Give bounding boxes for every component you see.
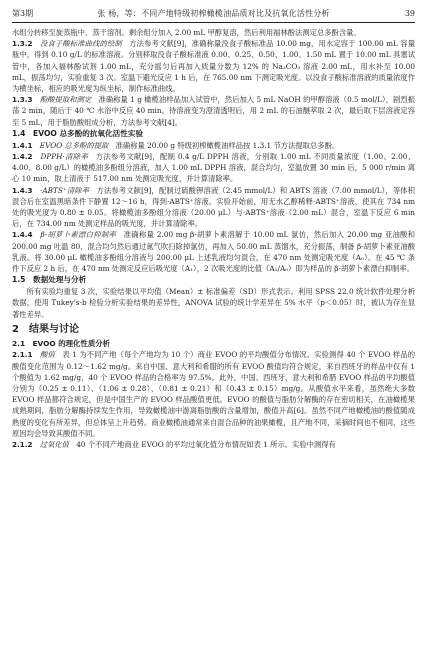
section-heading: 2.1 EVOO 的理化性质分析 bbox=[12, 338, 110, 348]
page-number: 39 bbox=[404, 9, 415, 18]
paragraph: 1.3.3 酚酸提取和测定 准确称量 1 g 橄榄油样品加入试管中，然后加入 5 mL NaOH 的甲醇溶液（0.5 mol/L），剧烈振荡 2 min，随后于 40 ℃ 水浴中反应 40 min。待溶液变为澄清透明后，用 2 mL 的石油醚萃取 2 次，最后取下层溶液定容至 5 mL，用于脂肪酸组成分析，方法参考文献[4]。 bbox=[12, 95, 416, 127]
paragraph: 1.4.2 DPPH·清除率 方法参考文献[9]，配制 0.4 g/L DPPH 溶液，分别取 1.00 mL 不同质量浓度（1.00、2.00、4.00、8.00 g/L）的橄榄油多酚组分溶液，加入 1.00 mL DPPH 溶液，混合均匀，室温放置 30 min 后，5 000 r/min 离心 10 min，取上清液于 517.00 nm 处测定吸光度，并计算清除率。 bbox=[12, 152, 416, 184]
major-section-heading: 2 结果与讨论 bbox=[12, 323, 79, 335]
issue-number: 第3期 bbox=[12, 9, 34, 18]
section-heading: 1.5 数据处理与分析 bbox=[12, 275, 87, 285]
paragraph: 1.3.2 没食子酸标准曲线的绘制 方法参考文献[9]，准确称量没食子酸标准品 10.00 mg，用水定容于 100.00 mL 容量瓶中，得到 0.10 g/L 的标准溶液。分别移取没食子酸标准液 0.00、0.25、0.50、1.00、1.50 mL 置于 10.00 mL 具塞试管中，各加入福林酚试剂 1.00 mL，充分摇匀后再加入质量分数为 12% 的 Na₂CO₃ 溶液 2.00 mL，用水补至 10.00 mL，振荡均匀，实验重复 3 次。室温下避光反应 1 h 后，在 765.00 nm 下测定吸光度。以没食子酸标准溶液的质量浓度作为横坐标，相应的吸光度为纵坐标，制作标准曲线。 bbox=[12, 39, 416, 94]
paragraph: 所有实验均重复 3 次，实验结果以平均值（Mean）± 标准偏差（SD）形式表示。利用 SPSS 22.0 统计软件处理分析数据，使用 Tukey's-b 检验分析实验结果的差异性，ANOVA 试验的统计学差异在 5% 水平（p＜0.05）时，被认为存在显著性差异。 bbox=[12, 287, 415, 319]
paragraph: 水组分转移至旋蒸瓶中，蒸干溶剂。剩余组分加入 2.00 mL 甲醇复溶，然后利用福林酚法测定总多酚含量。 bbox=[12, 28, 361, 37]
body-text bbox=[12, 27, 415, 450]
paragraph: 2.1.2 过氧化值 40 个不同产地商业 EVOO 的平均过氧化值分布情况如表 1 所示。实验中测得有 bbox=[12, 440, 336, 449]
section-heading: 1.4 EVOO 总多酚的抗氧化活性实验 bbox=[12, 128, 144, 138]
running-title: 张 杨，等：不同产地特级初榨橄榄油品质对比及抗氧化活性分析 bbox=[97, 9, 330, 18]
paragraph: 1.4.4 β-胡萝卜素漂白抑制率 准确称量 2.00 mg β-胡萝卜素溶解于 10.00 mL 氯仿，然后加入 20.00 mg 亚油酸和 200.00 mg 吐温 80，混合均匀然后通过氮气吹扫除掉氯仿，再加入 50.00 mL 蒸馏水，充分振荡，制备 β-胡萝卜素亚油酸乳液。将 30.00 μL 橄榄油多酚组分溶液与 200.00 μL 上述乳液均匀混合，在 470 nm 处测定吸光度（A₀）。在 45 ℃ 条件下反应 2 h 后，在 470 nm 处测定反应后吸光度（A₁），2 次吸光度的比值（A₁/A₀）即为样品的 β-胡萝卜素漂白抑制率。 bbox=[12, 230, 416, 274]
running-header bbox=[12, 8, 415, 23]
paragraph: 1.4.1 EVOO 总多酚的提取 准确称量 20.00 g 特级初榨橄榄油样品按 1.3.1 节方法提取总多酚。 bbox=[12, 140, 340, 150]
paragraph: 1.4.3 ·ABTS⁺清除率 方法参考文献[9]，配制过硫酸钾溶液（2.45 mmol/L）和 ABTS 溶液（7.00 mmol/L），等体积混合后在室温黑暗条件下静置 12～16 h，得到·ABTS⁺溶液。实验开始前，用无水乙醇稀释·ABTS⁺溶液，使其在 734 nm 处的吸光度为 0.80 ± 0.05。将橄榄油多酚组分溶液（20.00 μL）与·ABTS⁺溶液（2.00 mL）混合，室温下反应 6 min 后，在 734.00 nm 处测定样品的吸光度，并计算清除率。 bbox=[12, 185, 416, 229]
paragraph: 2.1.1 酸值 表 1 为不同产地（每个产地均为 10 个）商业 EVOO 的平均酸值分布情况。实验测得 40 个 EVOO 样品的酸值变化范围为 0.12～1.62 mg/g。来自中国、意大利和希腊的所有 EVOO 酸值均符合规定，来自西班牙的样品中仅有 1 个酸值为 1.62 mg/g，40 个 EVOO 样品的合格率为 97.5%。此外，中国、西班牙、意大利和希腊 EVOO 样品的平均酸值分别为（0.25 ± 0.11）、（1.06 ± 0.28）、（0.81 ± 0.21）和（0.43 ± 0.15）mg/g。从酸值水平来看，虽然绝大多数 EVOO 样品都符合规定，但是中国生产的 EVOO 样品酸值更低。EVOO 的酸值与脂肪分解酶的存在密切相关，在油橄榄果成熟期间，脂肪分解酶持续发生作用，导致橄榄油中游离脂肪酸的含量增加，酸值升高[6]。虽然不同产地橄榄油的酸值随成熟度的变化有所差异，但总体呈上升趋势。商业橄榄油通常来自混合品种的油果橄榄，且产地不同，采摘时间也不相同，这些原因均会导致其酸值不同。 bbox=[12, 350, 416, 438]
